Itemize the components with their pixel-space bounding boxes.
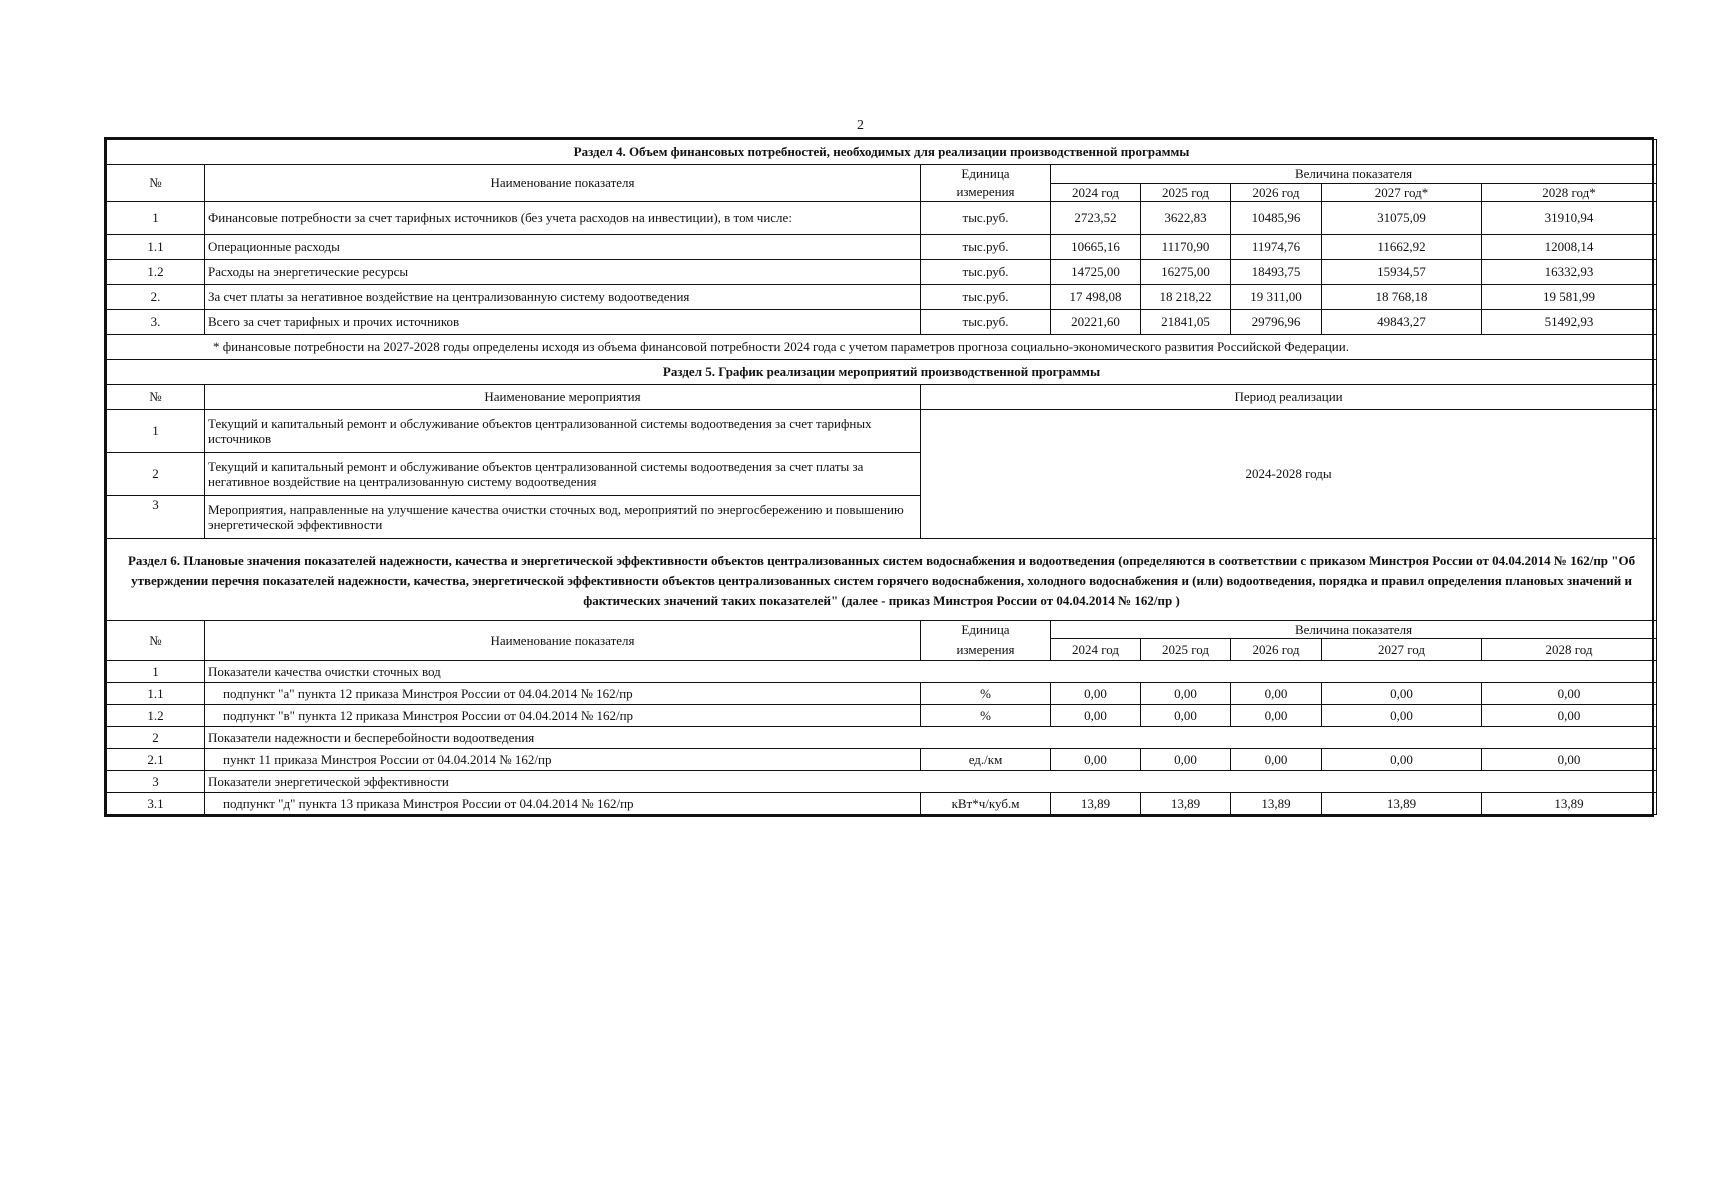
row-value: 3622,83 <box>1141 202 1231 235</box>
section5-header-name: Наименование мероприятия <box>205 385 921 410</box>
row-unit: тыс.руб. <box>921 260 1051 285</box>
row-number: 1.1 <box>107 235 205 260</box>
row-value: 18493,75 <box>1231 260 1322 285</box>
section6-header-no: № <box>107 620 205 661</box>
section6-header-value: Величина показателя <box>1051 620 1657 639</box>
row-number: 3 <box>107 771 205 793</box>
row-value: 11662,92 <box>1322 235 1482 260</box>
row-value: 0,00 <box>1231 749 1322 771</box>
row-value: 18 218,22 <box>1141 285 1231 310</box>
section5-header-no: № <box>107 385 205 410</box>
table-row <box>107 285 1657 310</box>
row-value: 13,89 <box>1482 793 1657 815</box>
row-value: 29796,96 <box>1231 310 1322 335</box>
table-row <box>107 771 1657 793</box>
section6-header-name: Наименование показателя <box>205 620 921 661</box>
row-name: подпункт "в" пункта 12 приказа Минстроя России от 04.04.2014 № 162/пр <box>205 705 921 727</box>
section4-header-unit-1: Единица <box>921 165 1051 184</box>
table-row <box>107 705 1657 727</box>
document-body <box>104 137 1654 817</box>
row-value: 31075,09 <box>1322 202 1482 235</box>
row-value: 17 498,08 <box>1051 285 1141 310</box>
row-number: 3 <box>107 496 205 539</box>
row-number: 2. <box>107 285 205 310</box>
row-value: 31910,94 <box>1482 202 1657 235</box>
table-row <box>107 235 1657 260</box>
section4-header-year: 2024 год <box>1051 183 1141 202</box>
row-name: Финансовые потребности за счет тарифных источников (без учета расходов на инвестиции), в том числе: <box>205 202 921 235</box>
section5-title: Раздел 5. График реализации мероприятий производственной программы <box>107 360 1657 385</box>
row-group-name: Показатели энергетической эффективности <box>205 771 1657 793</box>
section6-header-year: 2024 год <box>1051 639 1141 661</box>
row-name: Всего за счет тарифных и прочих источников <box>205 310 921 335</box>
row-number: 2 <box>107 453 205 496</box>
row-number: 1 <box>107 661 205 683</box>
table-row <box>107 310 1657 335</box>
row-unit: тыс.руб. <box>921 235 1051 260</box>
row-value: 13,89 <box>1051 793 1141 815</box>
row-value: 0,00 <box>1051 683 1141 705</box>
row-unit: тыс.руб. <box>921 310 1051 335</box>
row-value: 19 581,99 <box>1482 285 1657 310</box>
row-value: 49843,27 <box>1322 310 1482 335</box>
section6-header-year: 2027 год <box>1322 639 1482 661</box>
section4-note-row <box>107 335 1657 360</box>
row-number: 1.1 <box>107 683 205 705</box>
row-name: пункт 11 приказа Минстроя России от 04.04.2014 № 162/пр <box>205 749 921 771</box>
row-number: 3.1 <box>107 793 205 815</box>
row-value: 13,89 <box>1322 793 1482 815</box>
row-name: Расходы на энергетические ресурсы <box>205 260 921 285</box>
row-number: 1 <box>107 410 205 453</box>
section4-title: Раздел 4. Объем финансовых потребностей, необходимых для реализации производственной программы <box>107 140 1657 165</box>
row-value: 0,00 <box>1322 683 1482 705</box>
page-number: 2 <box>857 118 864 133</box>
row-value: 15934,57 <box>1322 260 1482 285</box>
row-number: 2 <box>107 727 205 749</box>
table-row <box>107 727 1657 749</box>
row-value: 0,00 <box>1141 705 1231 727</box>
section5-header-row <box>107 385 1657 410</box>
row-value: 0,00 <box>1141 749 1231 771</box>
row-value: 0,00 <box>1051 705 1141 727</box>
section6-header-unit-2: измерения <box>921 639 1051 661</box>
row-group-name: Показатели качества очистки сточных вод <box>205 661 1657 683</box>
section4-header-year: 2026 год <box>1231 183 1322 202</box>
section6-header-year: 2028 год <box>1482 639 1657 661</box>
table-row <box>107 202 1657 235</box>
section5-title-row <box>107 360 1657 385</box>
section4-header-unit-2: измерения <box>921 183 1051 202</box>
table-row <box>107 410 1657 453</box>
section6-title-row <box>107 539 1657 620</box>
row-value: 0,00 <box>1051 749 1141 771</box>
section4-header-no: № <box>107 165 205 202</box>
row-unit: % <box>921 683 1051 705</box>
row-value: 16332,93 <box>1482 260 1657 285</box>
row-value: 14725,00 <box>1051 260 1141 285</box>
row-number: 3. <box>107 310 205 335</box>
row-value: 13,89 <box>1231 793 1322 815</box>
section6-header-year: 2026 год <box>1231 639 1322 661</box>
row-name: Мероприятия, направленные на улучшение качества очистки сточных вод, мероприятий по энергосбережению и повышению энергетической эффективности <box>205 496 921 539</box>
row-name: Текущий и капитальный ремонт и обслуживание объектов централизованной системы водоотведения за счет тарифных источников <box>205 410 921 453</box>
row-value: 2723,52 <box>1051 202 1141 235</box>
table-row <box>107 661 1657 683</box>
row-unit: кВт*ч/куб.м <box>921 793 1051 815</box>
row-value: 0,00 <box>1231 705 1322 727</box>
section4-header-name: Наименование показателя <box>205 165 921 202</box>
section4-header-year: 2028 год* <box>1482 183 1657 202</box>
row-name: Операционные расходы <box>205 235 921 260</box>
row-value: 16275,00 <box>1141 260 1231 285</box>
row-value: 10665,16 <box>1051 235 1141 260</box>
row-value: 0,00 <box>1322 749 1482 771</box>
section6-title: Раздел 6. Плановые значения показателей надежности, качества и энергетической эффективности объектов централизованных систем водоснабжения и водоотведения (определяются в соответствии с приказом Минстроя России от 04.04.2014 № 162/пр "Об утверждении перечня показателей надежности, качества, энергетической эффективности объектов централизованных систем горячего водоснабжения, холодного водоснабжения и (или) водоотведения, порядка и правил определения плановых значений и фактических значений таких показателей" (далее - приказ Минстроя России от 04.04.2014 № 162/пр ) <box>107 539 1657 620</box>
row-number: 1.2 <box>107 260 205 285</box>
row-value: 0,00 <box>1482 683 1657 705</box>
row-group-name: Показатели надежности и бесперебойности водоотведения <box>205 727 1657 749</box>
row-value: 11974,76 <box>1231 235 1322 260</box>
section4-header-year: 2025 год <box>1141 183 1231 202</box>
table-row <box>107 749 1657 771</box>
row-value: 12008,14 <box>1482 235 1657 260</box>
row-value: 0,00 <box>1322 705 1482 727</box>
section4-header-year: 2027 год* <box>1322 183 1482 202</box>
section6-header-unit-1: Единица <box>921 620 1051 639</box>
section6-header-row-1 <box>107 620 1657 639</box>
row-value: 13,89 <box>1141 793 1231 815</box>
row-number: 1 <box>107 202 205 235</box>
row-value: 10485,96 <box>1231 202 1322 235</box>
main-table <box>106 139 1657 815</box>
row-unit: % <box>921 705 1051 727</box>
section5-period-value: 2024-2028 годы <box>921 410 1657 539</box>
row-value: 51492,93 <box>1482 310 1657 335</box>
section4-title-row <box>107 140 1657 165</box>
row-value: 21841,05 <box>1141 310 1231 335</box>
table-row <box>107 260 1657 285</box>
row-value: 11170,90 <box>1141 235 1231 260</box>
section4-header-value: Величина показателя <box>1051 165 1657 184</box>
section6-header-year: 2025 год <box>1141 639 1231 661</box>
row-number: 2.1 <box>107 749 205 771</box>
row-value: 0,00 <box>1231 683 1322 705</box>
row-unit: ед./км <box>921 749 1051 771</box>
table-row <box>107 683 1657 705</box>
section5-header-period: Период реализации <box>921 385 1657 410</box>
row-name: За счет платы за негативное воздействие на централизованную систему водоотведения <box>205 285 921 310</box>
table-row <box>107 793 1657 815</box>
row-value: 18 768,18 <box>1322 285 1482 310</box>
row-unit: тыс.руб. <box>921 285 1051 310</box>
row-value: 0,00 <box>1141 683 1231 705</box>
row-value: 0,00 <box>1482 749 1657 771</box>
row-name: подпункт "а" пункта 12 приказа Минстроя России от 04.04.2014 № 162/пр <box>205 683 921 705</box>
section4-header-row-1 <box>107 165 1657 184</box>
row-value: 20221,60 <box>1051 310 1141 335</box>
row-value: 0,00 <box>1482 705 1657 727</box>
row-unit: тыс.руб. <box>921 202 1051 235</box>
row-value: 19 311,00 <box>1231 285 1322 310</box>
row-number: 1.2 <box>107 705 205 727</box>
row-name: Текущий и капитальный ремонт и обслуживание объектов централизованной системы водоотведения за счет платы за негативное воздействие на централизованную систему водоотведения <box>205 453 921 496</box>
row-name: подпункт "д" пункта 13 приказа Минстроя России от 04.04.2014 № 162/пр <box>205 793 921 815</box>
section4-footnote: * финансовые потребности на 2027-2028 годы определены исходя из объема финансовой потребности 2024 года с учетом параметров прогноза социально-экономического развития Российской Федерации. <box>107 335 1657 360</box>
